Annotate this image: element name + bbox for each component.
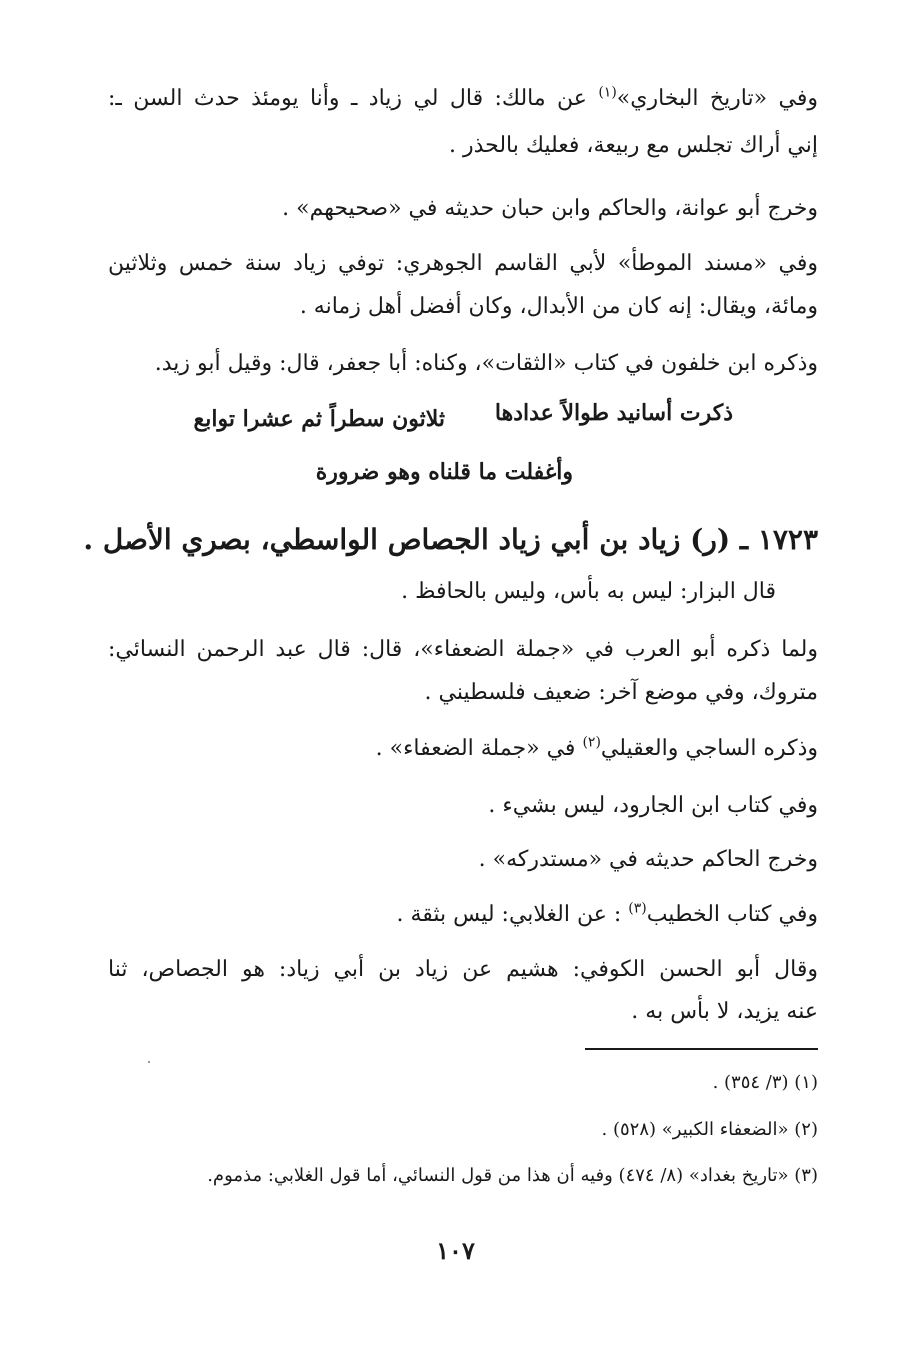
body-line: قال البزار: ليس به بأس، وليس بالحافظ .	[401, 579, 776, 604]
footnote: (١) (٣/ ٣٥٤) .	[712, 1072, 818, 1093]
body-line: متروك، وفي موضع آخر: ضعيف فلسطيني .	[424, 680, 818, 705]
entry-heading: ١٧٢٣ ـ (ر) زياد بن أبي زياد الجصاص الواسطي، بصري الأصل .	[83, 523, 818, 556]
body-line: وخرج الحاكم حديثه في «مستدركه» .	[478, 847, 818, 872]
body-text: : عن الغلابي: ليس بثقة .	[396, 902, 629, 927]
body-line: عنه يزيد، لا بأس به .	[631, 999, 818, 1024]
body-line: وذكره ابن خلفون في كتاب «الثقات»، وكناه: أبا جعفر، قال: وقيل أبو زيد.	[154, 351, 818, 376]
poem-hemistich: ثلاثون سطراً ثم عشرا توابع	[193, 406, 445, 432]
body-line: إني أراك تجلس مع ربيعة، فعليك بالحذر .	[448, 133, 818, 158]
body-text: في «جملة الضعفاء» .	[375, 736, 583, 761]
footnote-divider	[585, 1048, 818, 1050]
poem-hemistich: ذكرت أسانيد طوالاً عدادها	[494, 400, 733, 426]
footnote: (٢) «الضعفاء الكبير» (٥٢٨) .	[601, 1119, 818, 1140]
body-line: وقال أبو الحسن الكوفي: هشيم عن زياد بن أبي زياد: هو الجصاص، ثنا	[108, 957, 818, 982]
body-line	[108, 900, 818, 930]
body-text: عن مالك: قال لي زياد ـ وأنا يومئذ حدث السن ـ:	[108, 86, 599, 111]
body-line: وخرج أبو عوانة، والحاكم وابن حبان حديثه في «صحيحهم» .	[282, 196, 818, 221]
footnote-reference: (٢)	[582, 734, 601, 751]
footnote-reference: (٣)	[628, 900, 647, 917]
body-text: وذكره الساجي والعقيلي	[600, 736, 818, 761]
footnote-reference: (١)	[598, 84, 617, 101]
footnote: (٣) «تاريخ بغداد» (٨/ ٤٧٤) وفيه أن هذا من قول النسائي، أما قول الغلابي: مذموم.	[207, 1165, 818, 1186]
poem-line: وأغفلت ما قلناه وهو ضرورة	[315, 459, 573, 485]
scan-speck	[148, 1061, 150, 1063]
page-number: ١٠٧	[436, 1236, 475, 1265]
body-line: وفي «مسند الموطأ» لأبي القاسم الجوهري: توفي زياد سنة خمس وثلاثين	[108, 251, 818, 276]
body-line: ولما ذكره أبو العرب في «جملة الضعفاء»، قال: قال عبد الرحمن النسائي:	[108, 637, 818, 662]
body-text: وفي «تاريخ البخاري»	[616, 86, 818, 111]
body-line: وفي كتاب ابن الجارود، ليس بشيء .	[488, 793, 818, 818]
body-line	[108, 84, 818, 114]
body-line	[108, 734, 818, 764]
body-line: ومائة، ويقال: إنه كان من الأبدال، وكان أفضل أهل زمانه .	[299, 294, 818, 319]
body-text: وفي كتاب الخطيب	[646, 902, 818, 927]
